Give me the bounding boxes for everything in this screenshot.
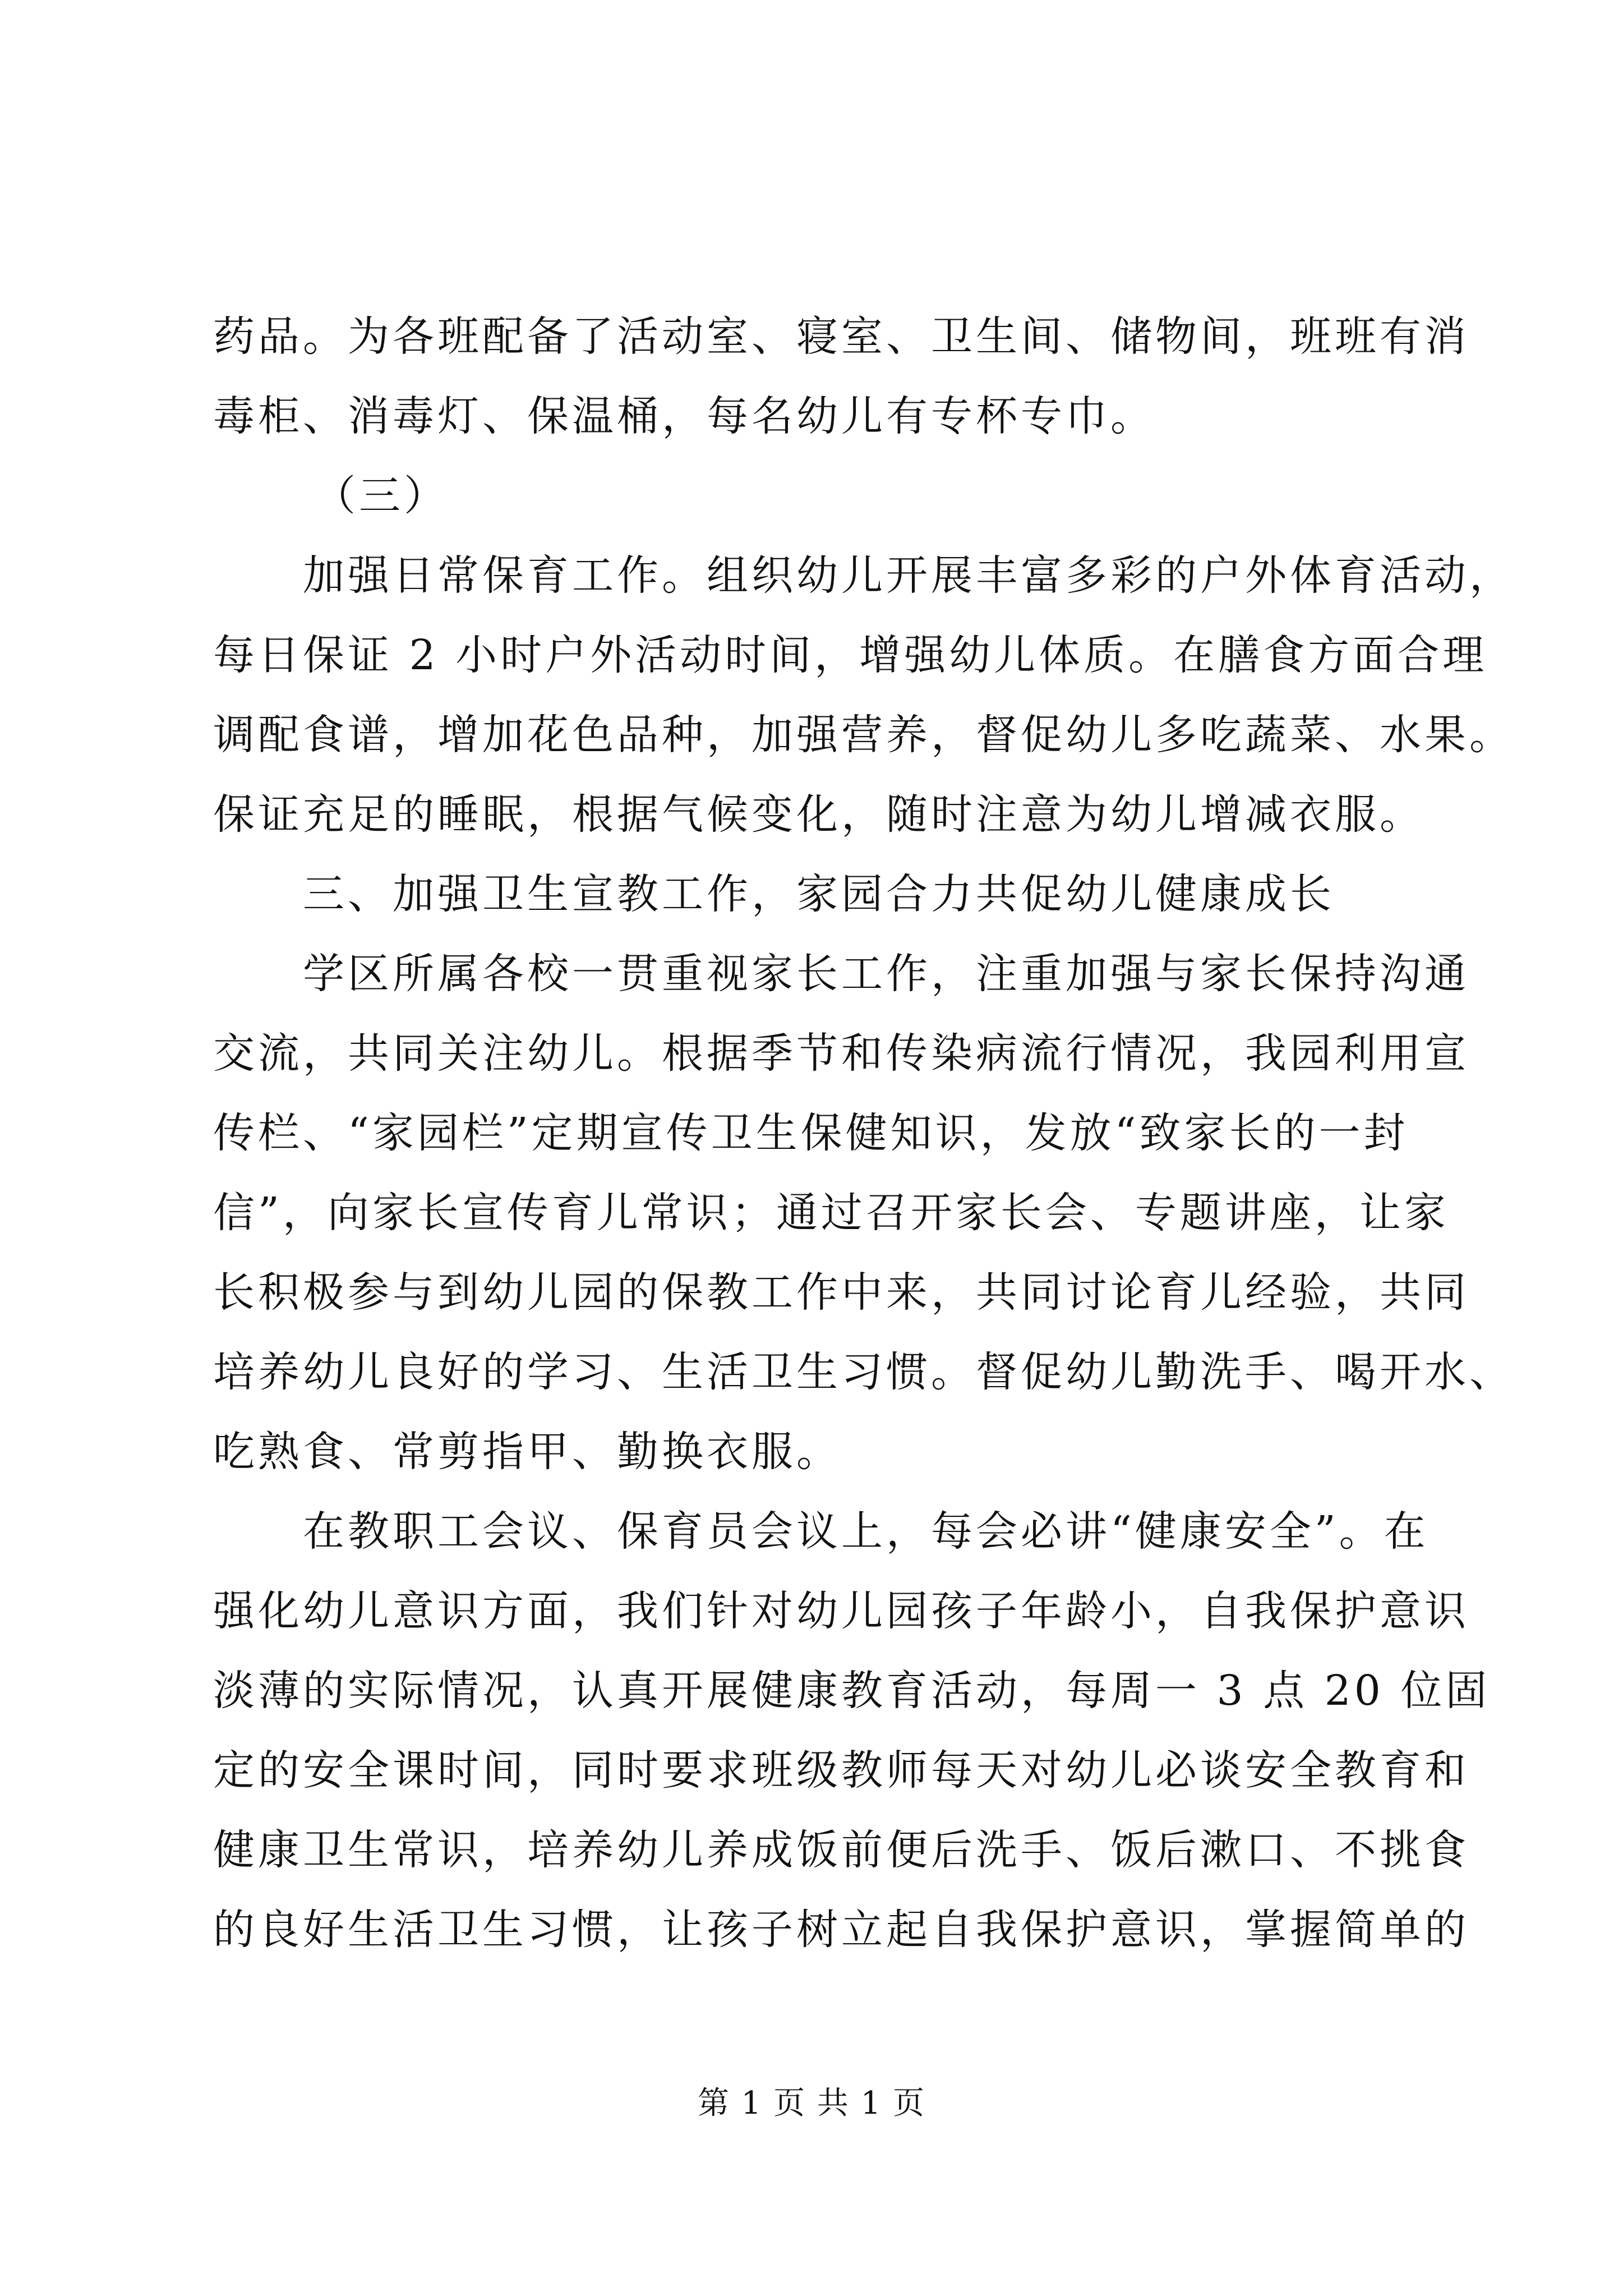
text-line: 调配食谱，增加花色品种，加强营养，督促幼儿多吃蔬菜、水果。 — [213, 711, 1514, 759]
text-line: 药品。为各班配备了活动室、寝室、卫生间、储物间，班班有消 — [213, 312, 1469, 361]
text-line: 毒柜、消毒灯、保温桶，每名幼儿有专杯专巾。 — [213, 392, 1155, 440]
section-marker: （三） — [314, 472, 449, 520]
text-line: 长积极参与到幼儿园的保教工作中来，共同讨论育儿经验，共同 — [213, 1268, 1469, 1317]
text-line: 在教职工会议、保育员会议上，每会必讲“健康安全”。在 — [303, 1507, 1429, 1556]
text-line: 培养幼儿良好的学习、生活卫生习惯。督促幼儿勤洗手、喝开水、 — [213, 1348, 1514, 1396]
text-line: 保证充足的睡眠，根据气候变化，随时注意为幼儿增减衣服。 — [213, 790, 1424, 839]
text-line: 每日保证 2 小时户外活动时间，增强幼儿体质。在膳食方面合理 — [213, 631, 1488, 679]
text-line: 淡薄的实际情况，认真开展健康教育活动，每周一 3 点 20 位固 — [213, 1667, 1491, 1715]
text-line: 学区所属各校一贯重视家长工作，注重加强与家长保持沟通 — [303, 950, 1469, 998]
text-line: 交流，共同关注幼儿。根据季节和传染病流行情况，我园利用宣 — [213, 1029, 1469, 1078]
section-heading: 三、加强卫生宣教工作，家园合力共促幼儿健康成长 — [303, 870, 1335, 918]
page-footer: 第 1 页 共 1 页 — [697, 2085, 926, 2122]
text-line: 的良好生活卫生习惯，让孩子树立起自我保护意识，掌握简单的 — [213, 1906, 1469, 1954]
text-line: 强化幼儿意识方面，我们针对幼儿园孩子年龄小，自我保护意识 — [213, 1587, 1469, 1635]
text-line: 定的安全课时间，同时要求班级教师每天对幼儿必谈安全教育和 — [213, 1746, 1469, 1795]
text-line: 传栏、“家园栏”定期宣传卫生保健知识，发放“致家长的一封 — [213, 1109, 1409, 1157]
text-line: 信”，向家长宣传育儿常识；通过召开家长会、专题讲座，让家 — [213, 1189, 1449, 1237]
text-line: 健康卫生常识，培养幼儿养成饭前便后洗手、饭后漱口、不挑食 — [213, 1826, 1469, 1874]
text-line: 加强日常保育工作。组织幼儿开展丰富多彩的户外体育活动， — [303, 551, 1514, 600]
text-line: 吃熟食、常剪指甲、勤换衣服。 — [213, 1428, 841, 1476]
